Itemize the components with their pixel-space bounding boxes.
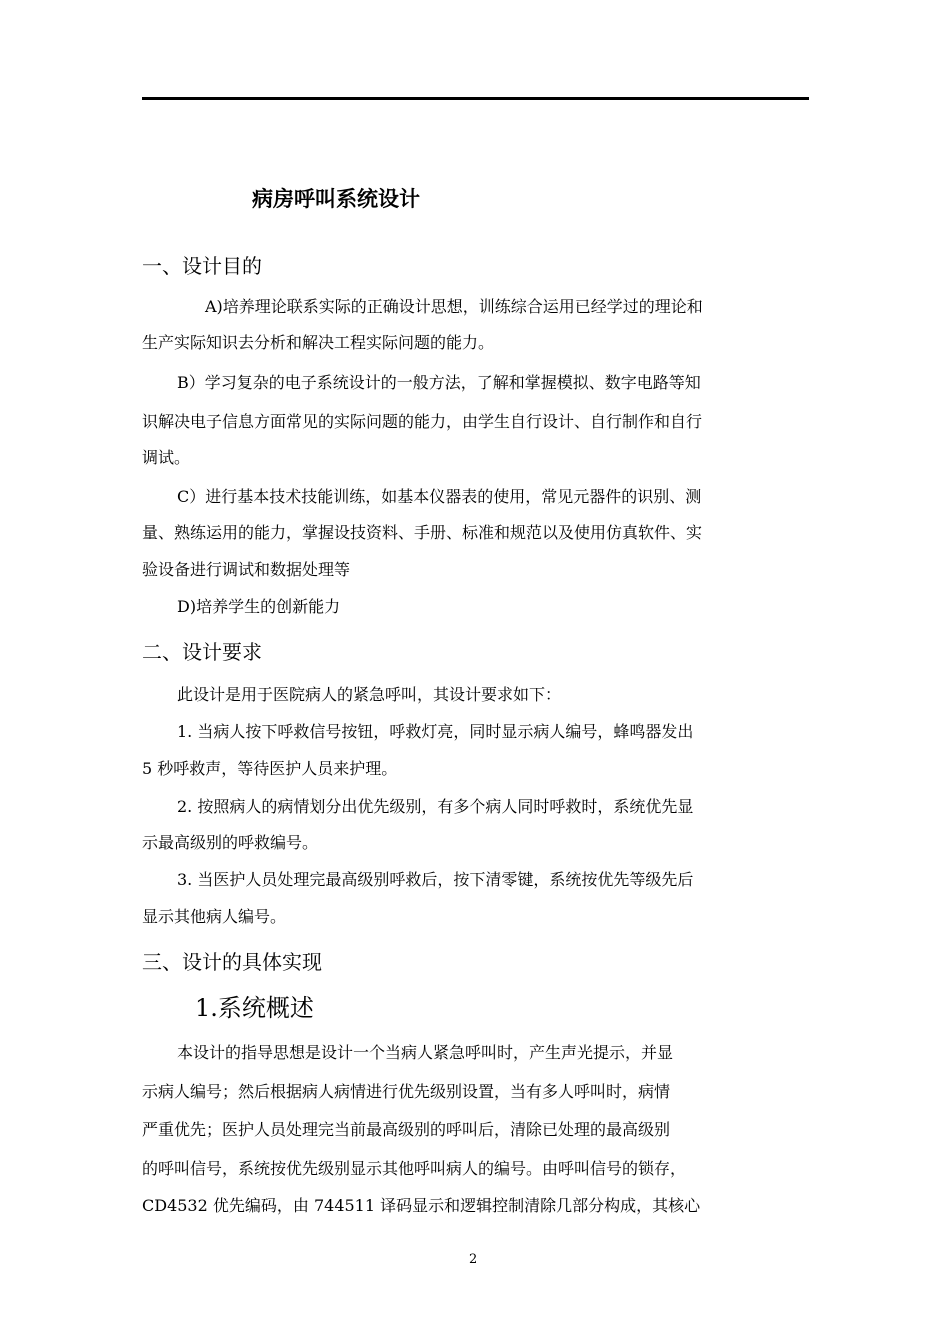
paragraph-line: 量、熟练运用的能力，掌握设技资料、手册、标准和规范以及使用仿真软件、实	[142, 523, 703, 542]
subsection-heading-overview: 1.系统概述	[195, 994, 314, 1022]
paragraph-line: 验设备进行调试和数据处理等	[142, 560, 351, 579]
paragraph-line: 严重优先；医护人员处理完当前最高级别的呼叫后，清除已处理的最高级别	[142, 1120, 671, 1139]
section-heading-purpose: 一、设计目的	[142, 254, 262, 278]
paragraph-line: D)培养学生的创新能力	[177, 597, 341, 616]
header-rule	[142, 97, 809, 100]
section-heading-implementation: 三、设计的具体实现	[142, 950, 322, 974]
paragraph-line: 本设计的指导思想是设计一个当病人紧急呼叫时，产生声光提示，并显	[177, 1043, 674, 1062]
paragraph-line: 2. 按照病人的病情划分出优先级别，有多个病人同时呼救时，系统优先显	[177, 797, 694, 816]
paragraph-line: 的呼叫信号，系统按优先级别显示其他呼叫病人的编号。由呼叫信号的锁存，	[142, 1159, 687, 1178]
document-title: 病房呼叫系统设计	[252, 187, 420, 211]
paragraph-line: 3. 当医护人员处理完最高级别呼救后，按下清零键，系统按优先等级先后	[177, 870, 694, 889]
paragraph-line: 识解决电子信息方面常见的实际问题的能力，由学生自行设计、自行制作和自行	[142, 412, 703, 431]
paragraph-line: 示最高级别的呼救编号。	[142, 833, 319, 852]
paragraph-line: CD4532 优先编码，由 744511 译码显示和逻辑控制清除几部分构成，其核心	[142, 1196, 701, 1215]
paragraph-line: B）学习复杂的电子系统设计的一般方法，了解和掌握模拟、数字电路等知	[177, 373, 701, 392]
paragraph-line: 调试。	[142, 448, 191, 467]
page-number: 2	[469, 1252, 478, 1267]
paragraph-line: 1. 当病人按下呼救信号按钮，呼救灯亮，同时显示病人编号，蜂鸣器发出	[177, 722, 694, 741]
paragraph-line: 生产实际知识去分析和解决工程实际问题的能力。	[142, 333, 495, 352]
paragraph-line: 5 秒呼救声，等待医护人员来护理。	[142, 759, 398, 778]
paragraph-line: C）进行基本技术技能训练，如基本仪器表的使用，常见元器件的识别、测	[177, 487, 702, 506]
paragraph-line: 显示其他病人编号。	[142, 907, 287, 926]
paragraph-line: 此设计是用于医院病人的紧急呼叫，其设计要求如下：	[177, 685, 562, 704]
section-heading-requirements: 二、设计要求	[142, 640, 262, 664]
paragraph-line: A)培养理论联系实际的正确设计思想，训练综合运用已经学过的理论和	[205, 297, 703, 316]
paragraph-line: 示病人编号；然后根据病人病情进行优先级别设置，当有多人呼叫时，病情	[142, 1082, 671, 1101]
